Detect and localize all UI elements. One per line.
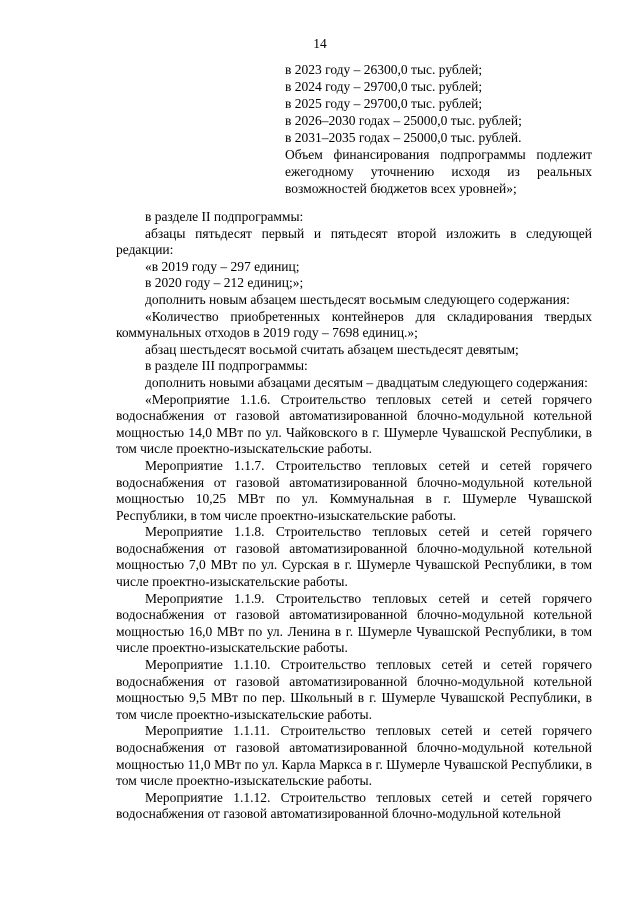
funding-line-2031-2035: в 2031–2035 годах – 25000,0 тыс. рублей. [285,130,522,145]
measure-1-1-10: Мероприятие 1.1.10. Строительство тепловых сетей и сетей горячего водоснабжения от газовой автоматизированной блочно-модульной котельной мощностью 9,5 МВт по пер. Школьный в г. Шумерле Чувашской Республики, в том числе проектно-изыскательские работы. [116,657,592,722]
funding-note-paragraph: Объем финансирования подпрограммы подлежит ежегодному уточнению исходя из реальных возможностей бюджетов всех уровней»; [285,147,592,196]
paragraph: в 2020 году – 212 единиц;»; [145,275,304,291]
funding-line-2026-2030: в 2026–2030 годах – 25000,0 тыс. рублей; [285,113,522,128]
measure-1-1-7: Мероприятие 1.1.7. Строительство тепловых сетей и сетей горячего водоснабжения от газовой автоматизированной блочно-модульной котельной мощностью 10,25 МВт по ул. Коммунальная в г. Шумерле Чувашской Республики, в том числе проектно-изыскательские работы. [116,457,592,523]
funding-block [285,61,592,197]
paragraph: в разделе III подпрограммы: [145,358,308,374]
paragraph: абзац шестьдесят восьмой считать абзацем шестьдесят девятым; [145,341,519,357]
paragraph: в разделе II подпрограммы: [145,209,304,224]
measure-1-1-6: «Мероприятие 1.1.6. Строительство тепловых сетей и сетей горячего водоснабжения от газовой автоматизированной блочно-модульной котельной мощностью 14,0 МВт по ул. Чайковского в г. Шумерле Чувашской Республики, в том числе проектно-изыскательские работы. [116,391,592,457]
page-number: 14 [313,36,327,51]
main-text [116,209,592,823]
paragraph: «Количество приобретенных контейнеров для складирования твердых коммунальных отходов в 2019 году – 7698 единиц.»; [116,308,592,341]
measure-1-1-8: Мероприятие 1.1.8. Строительство тепловых сетей и сетей горячего водоснабжения от газовой автоматизированной блочно-модульной котельной мощностью 7,0 МВт по ул. Сурская в г. Шумерле Чувашской Республики, в том числе проектно-изыскательские работы. [116,524,592,590]
paragraph: «в 2019 году – 297 единиц; [145,258,300,274]
paragraph: дополнить новыми абзацами десятым – двадцатым следующего содержания: [145,374,588,390]
paragraph: дополнить новым абзацем шестьдесят восьмым следующего содержания: [145,291,570,307]
paragraph: абзацы пятьдесят первый и пятьдесят второй изложить в следующей редакции: [116,225,592,258]
measure-1-1-11: Мероприятие 1.1.11. Строительство тепловых сетей и сетей горячего водоснабжения от газовой автоматизированной блочно-модульной котельной мощностью 11,0 МВт по ул. Карла Маркса в г. Шумерле Чувашской Республики, в том числе проектно-изыскательские работы. [116,723,592,789]
measure-1-1-12: Мероприятие 1.1.12. Строительство тепловых сетей и сетей горячего водоснабжения от газовой автоматизированной блочно-модульной котельной [116,789,592,822]
funding-line-2024: в 2024 году – 29700,0 тыс. рублей; [285,79,483,94]
measure-1-1-9: Мероприятие 1.1.9. Строительство тепловых сетей и сетей горячего водоснабжения от газовой автоматизированной блочно-модульной котельной мощностью 16,0 МВт по ул. Ленина в г. Шумерле Чувашской Республики, в том числе проектно-изыскательские работы. [116,590,592,656]
funding-line-2025: в 2025 году – 29700,0 тыс. рублей; [285,96,483,111]
funding-line-2023: в 2023 году – 26300,0 тыс. рублей; [285,62,483,77]
